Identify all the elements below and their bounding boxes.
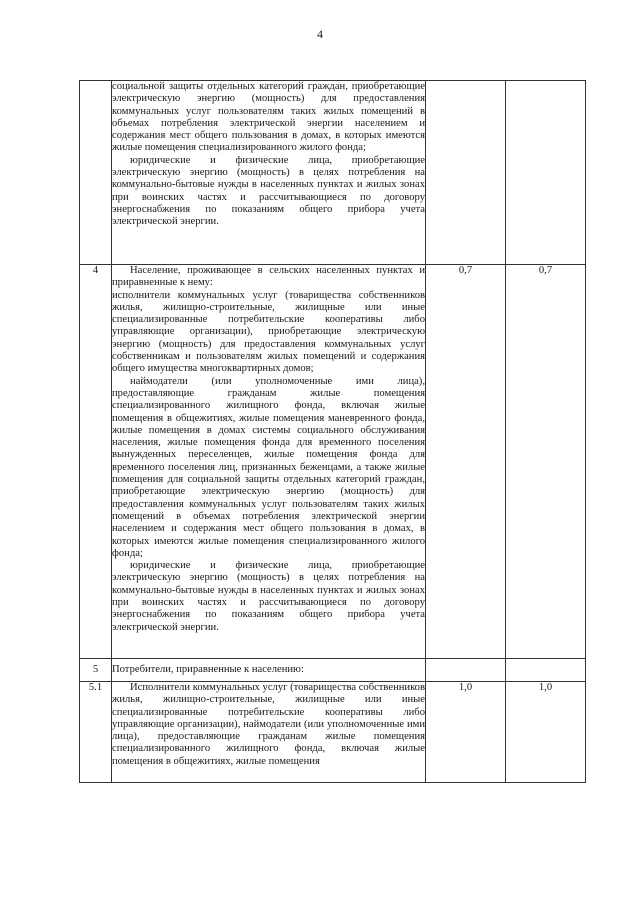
row-value-1: [426, 81, 506, 265]
row-description: [112, 659, 426, 682]
row-description: [112, 682, 426, 783]
paragraph: исполнители коммунальных услуг (товарищества собственников жилья, жилищно-строительные, жилищные или иные специализированные потребительские кооперативы либо управляющие организации), приобретающие электрическую энергию (мощность) для предоставления коммунальных услуг собственникам и пользователям жилых помещений и содержания общего имущества многоквартирных домов;: [112, 289, 425, 375]
page-number: 4: [317, 27, 323, 41]
row-number: [80, 81, 112, 265]
paragraph: Потребители, приравненные к населению:: [112, 663, 304, 675]
row-value-1: [426, 659, 506, 682]
row-value-2: [506, 659, 586, 682]
table-row: [80, 682, 586, 783]
table-row: [80, 81, 586, 265]
table-row: [80, 659, 586, 682]
row-value-2: 1,0: [506, 682, 586, 783]
paragraph: юридические и физические лица, приобретающие электрическую энергию (мощность) в целях потребления на коммунально-бытовые нужды в населенных пунктах и жилых зонах при воинских частях и рассчитывающиеся по договору энергоснабжения по показаниям общего прибора учета электрической энергии.: [112, 560, 425, 633]
row-number: 5: [80, 659, 112, 682]
row-number: 5.1: [80, 682, 112, 783]
paragraph: социальной защиты отдельных категорий граждан, приобретающие электрическую энергию (мощность) для предоставления коммунальных услуг пользователям таких жилых помещений в объемах потребления электрической энергии населением и содержания мест общего пользования в домах, в которых имеются жилые помещения специализированного жилого фонда;: [112, 81, 425, 154]
row-value-1: 1,0: [426, 682, 506, 783]
row-value-2: [506, 81, 586, 265]
row-value-2: 0,7: [506, 265, 586, 659]
tariff-table: [79, 80, 586, 783]
paragraph: юридические и физические лица, приобретающие электрическую энергию (мощность) в целях потребления на коммунально-бытовые нужды в населенных пунктах и жилых зонах при воинских частях и рассчитывающиеся по договору энергоснабжения по показаниям общего прибора учета электрической энергии.: [112, 154, 425, 228]
paragraph: наймодатели (или уполномоченные ими лица), предоставляющие гражданам жилые помещения специализированного жилищного фонда, включая жилые помещения в общежитиях, жилые помещения маневренного фонда, жилые помещения в домах системы социального обслуживания населения, жилые помещения фонда для временного поселения вынужденных переселенцев, жилые помещения фонда для временного поселения лиц, признанных беженцами, а также жилые помещения для социальной защиты отдельных категорий граждан, приобретающие электрическую энергию (мощность) для предоставления коммунальных услуг пользователям таких жилых помещений в объемах потребления электрической энергии населением и содержания мест общего пользования в домах, в которых имеются жилые помещения специализированного жилого фонда;: [112, 375, 425, 559]
paragraph: Исполнители коммунальных услуг (товарищества собственников жилья, жилищно-строительные, жилищные или иные специализированные потребительские кооперативы либо управляющие организации), наймодатели (или уполномоченные ими лица), предоставляющие гражданам жилые помещения специализированного жилищного фонда, включая жилые помещения в общежитиях, жилые помещения: [112, 682, 425, 767]
row-description: [112, 81, 426, 265]
row-number: 4: [80, 265, 112, 659]
paragraph: Население, проживающее в сельских населенных пунктах и приравненные к нему:: [112, 265, 425, 289]
row-description: [112, 265, 426, 659]
row-value-1: 0,7: [426, 265, 506, 659]
table-row: [80, 265, 586, 659]
